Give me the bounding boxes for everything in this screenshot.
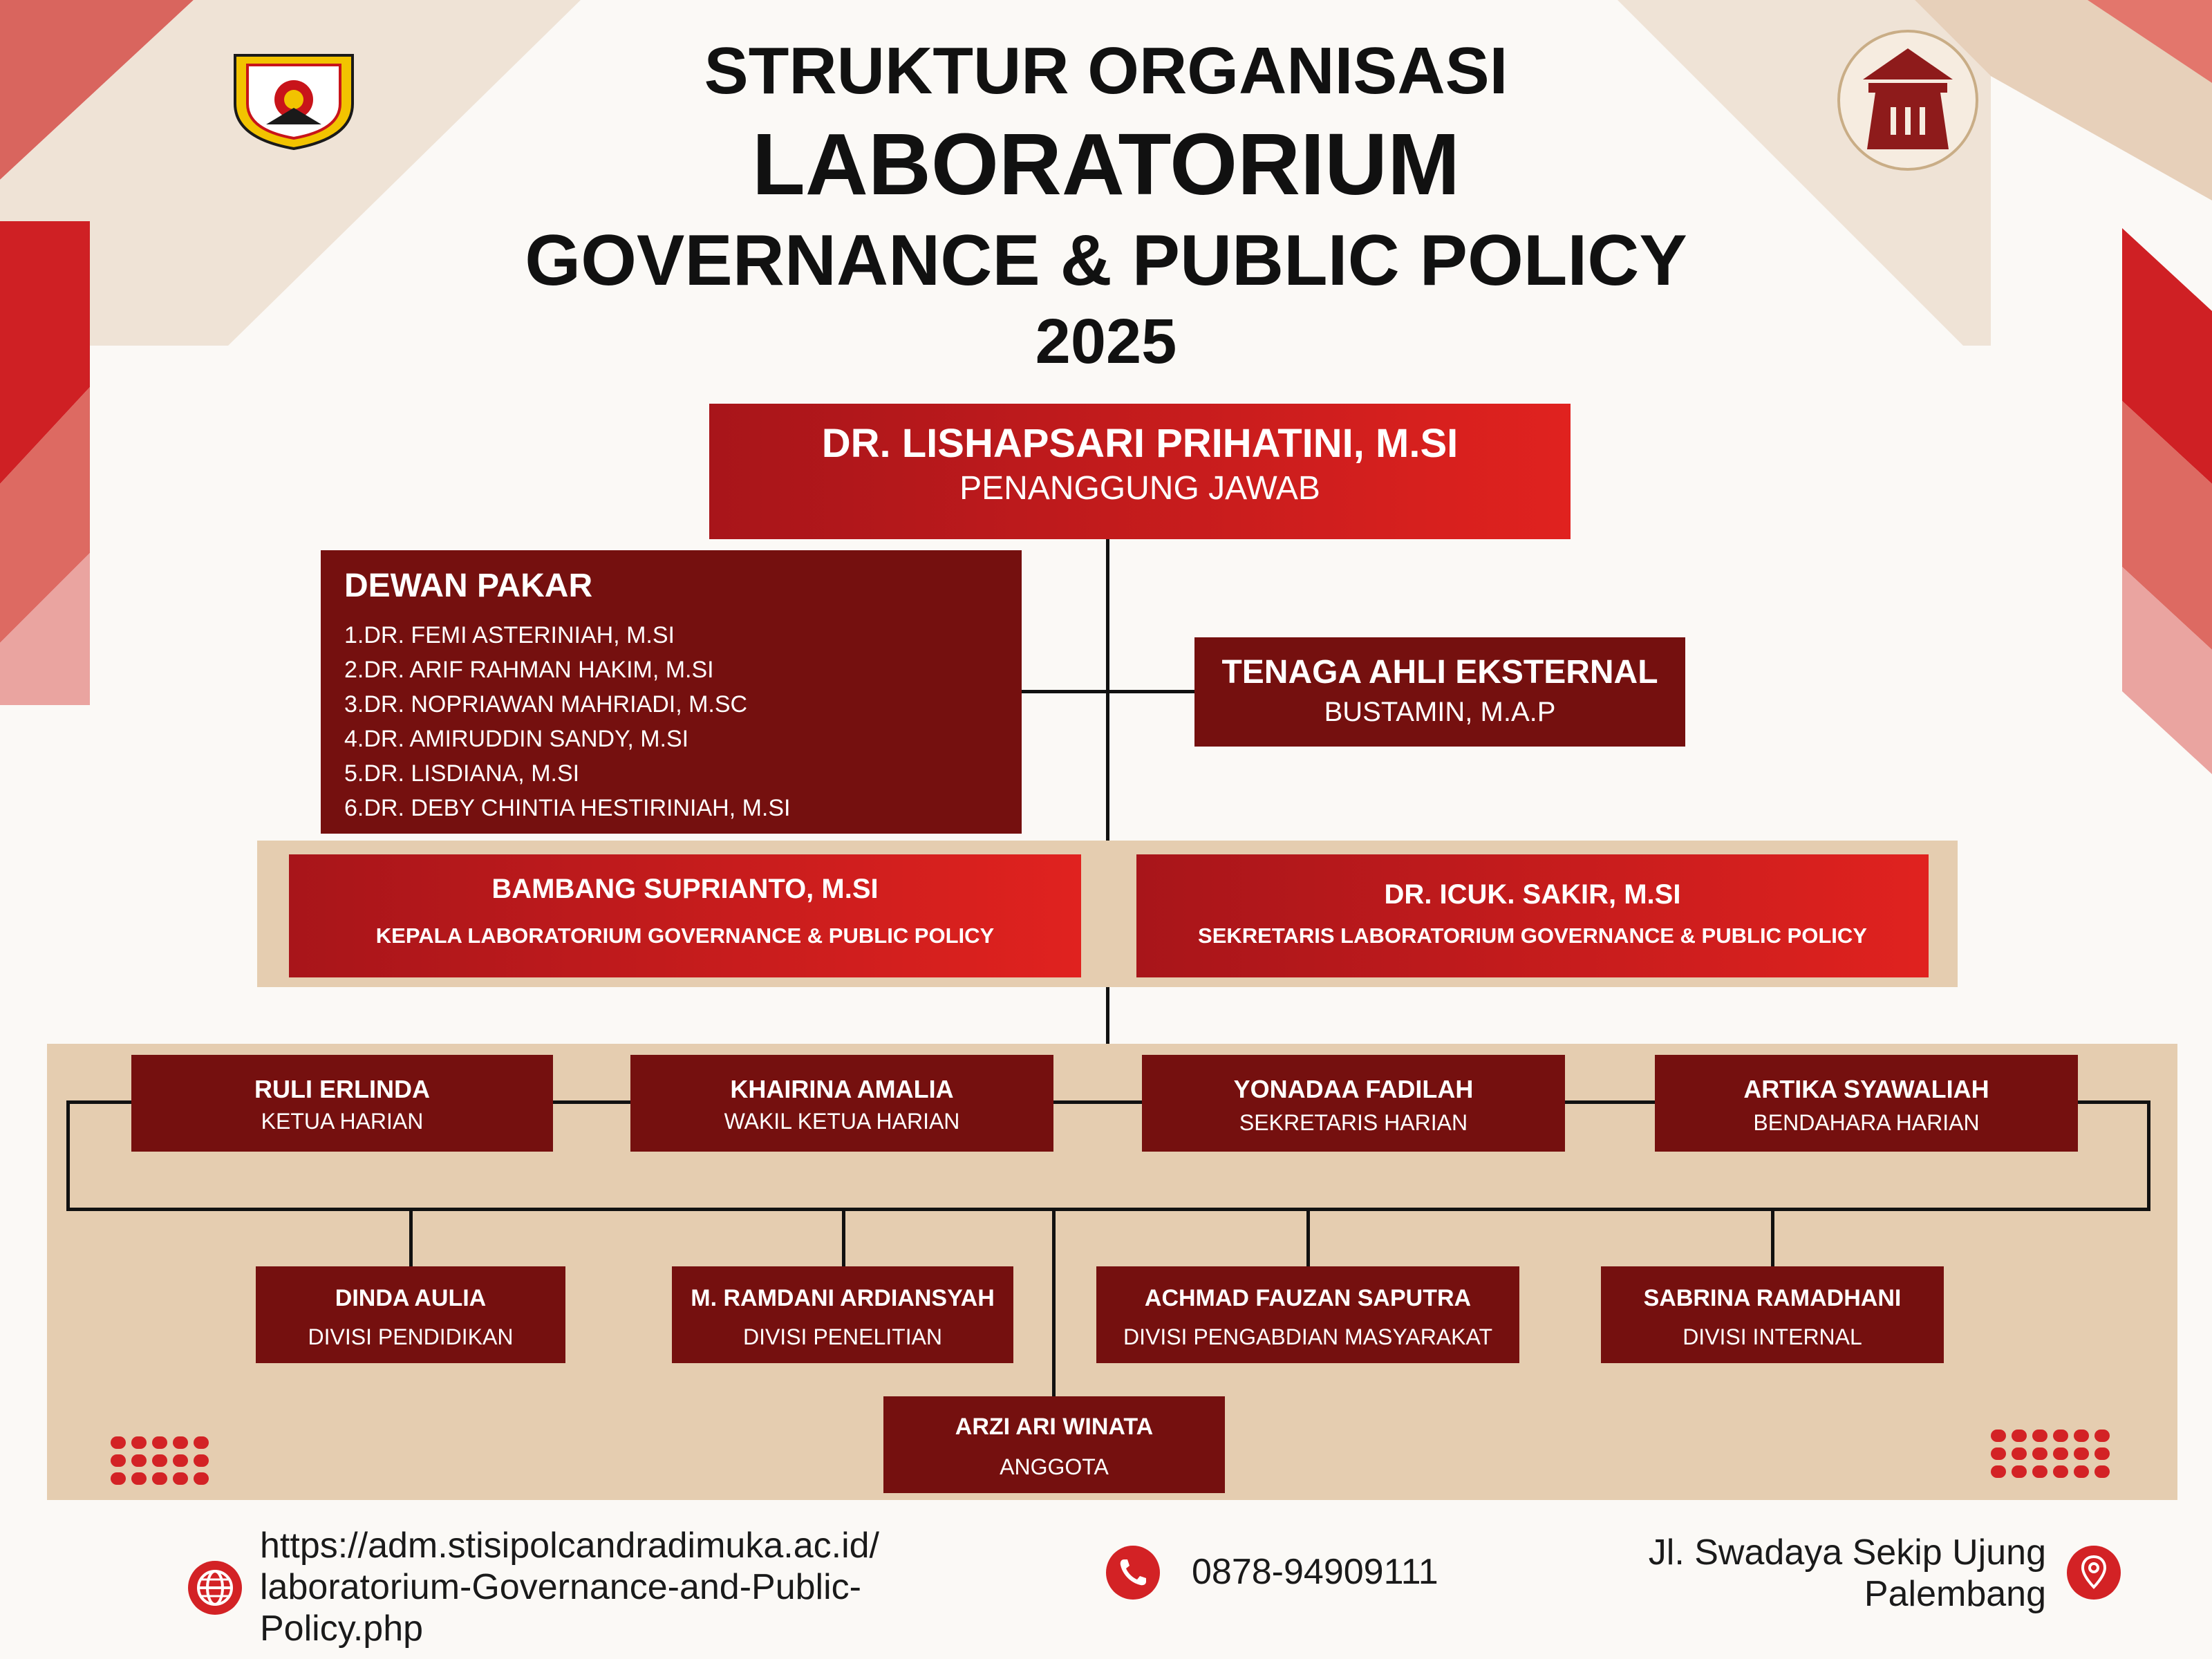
anggota-name: ARZI ARI WINATA [955,1414,1154,1440]
website-line: laboratorium-Governance-and-Public- [260,1567,861,1607]
address-line: Jl. Swadaya Sekip Ujung [1648,1533,2046,1573]
sekretaris-name: DR. ICUK. SAKIR, M.SI [1384,879,1681,910]
website-line: https://adm.stisipolcandradimuka.ac.id/ [260,1526,879,1566]
head-name: DR. LISHAPSARI PRIHATINI, M.SI [821,421,1459,466]
harian-card-ketua [131,1055,553,1152]
tenaga-ahli-name: BUSTAMIN, M.A.P [1324,697,1556,727]
connector-harian-left [66,1100,133,1104]
harian-role: KETUA HARIAN [261,1109,424,1134]
divisi-card-internal [1601,1266,1944,1363]
sekretaris-box [1136,854,1929,977]
harian-name: KHAIRINA AMALIA [730,1075,954,1103]
divisi-role: DIVISI INTERNAL [1683,1324,1862,1349]
footer-address [1590,1532,2046,1615]
divisi-name: SABRINA RAMADHANI [1643,1285,1902,1311]
divisi-name: ACHMAD FAUZAN SAPUTRA [1144,1285,1472,1311]
connector-harian-right [2077,1100,2150,1104]
anggota-card [883,1396,1225,1493]
dewan-pakar-member: 5.DR. LISDIANA, M.SI [344,760,580,787]
title-year: 2025 [1035,306,1177,377]
dewan-pakar-member: 1.DR. FEMI ASTERINIAH, M.SI [344,622,675,648]
title-line-1: STRUKTUR ORGANISASI [704,34,1508,108]
divisi-name: DINDA AULIA [335,1285,487,1311]
harian-card-sekretaris [1142,1055,1565,1152]
sekretaris-role: SEKRETARIS LABORATORIUM GOVERNANCE & PUBLIC POLICY [1198,924,1867,948]
harian-role: WAKIL KETUA HARIAN [724,1109,960,1134]
harian-role: BENDAHARA HARIAN [1753,1110,1980,1135]
harian-card-bendahara [1655,1055,2078,1152]
connector-harian-2-3 [1052,1100,1142,1104]
connector-harian-1-2 [553,1100,632,1104]
harian-name: YONADAA FADILAH [1233,1075,1474,1103]
globe-icon [188,1561,242,1615]
connector-right-edge [2147,1100,2150,1211]
tenaga-ahli-box [1194,637,1685,747]
title-line-3: GOVERNANCE & PUBLIC POLICY [525,221,1687,301]
anggota-role: ANGGOTA [1000,1454,1109,1479]
footer-phone[interactable]: 0878-94909111 [1192,1552,1438,1592]
harian-role: SEKRETARIS HARIAN [1239,1110,1468,1135]
connector-div-4 [1771,1210,1774,1268]
connector-div-2 [842,1210,845,1268]
location-pin-icon [2067,1546,2121,1600]
connector-division-bus [66,1208,2150,1211]
phone-icon [1106,1546,1160,1600]
connector-div-1 [409,1210,413,1268]
connector-leadership-staff [1106,987,1109,1044]
connector-div-3 [1306,1210,1310,1268]
connector-left-edge [66,1100,70,1211]
dewan-pakar-member: 4.DR. AMIRUDDIN SANDY, M.SI [344,726,689,752]
connector-advisors-horizontal [1022,690,1194,693]
dewan-pakar-list [344,618,1022,825]
divisi-card-penelitian [672,1266,1013,1363]
divisi-card-pengabdian [1096,1266,1519,1363]
kepala-role: KEPALA LABORATORIUM GOVERNANCE & PUBLIC POLICY [375,924,995,948]
dot-pattern-right [1984,1424,2136,1493]
tenaga-ahli-title: TENAGA AHLI EKSTERNAL [1221,654,1658,691]
connector-harian-3-4 [1564,1100,1656,1104]
dot-pattern-left [104,1431,228,1493]
title-line-2: LABORATORIUM [751,115,1461,213]
connector-anggota [1052,1210,1056,1398]
divisi-name: M. RAMDANI ARDIANSYAH [691,1285,995,1311]
divisi-role: DIVISI PENELITIAN [742,1324,943,1349]
address-line: Palembang [1864,1574,2046,1614]
harian-card-wakil [630,1055,1053,1152]
dewan-pakar-title: DEWAN PAKAR [344,568,593,604]
dewan-pakar-member: 6.DR. DEBY CHINTIA HESTIRINIAH, M.SI [344,795,791,821]
divisi-role: DIVISI PENDIDIKAN [308,1324,514,1349]
harian-name: RULI ERLINDA [254,1075,430,1103]
dewan-pakar-box [321,550,1022,834]
website-line: Policy.php [260,1609,424,1649]
head-box [709,404,1571,539]
divisi-role: DIVISI PENGABDIAN MASYARAKAT [1123,1324,1493,1349]
kepala-name: BAMBANG SUPRIANTO, M.SI [491,874,879,904]
harian-name: ARTIKA SYAWALIAH [1743,1075,1989,1103]
divisi-card-pendidikan [256,1266,565,1363]
footer-website[interactable] [260,1525,879,1649]
head-role: PENANGGUNG JAWAB [959,470,1320,507]
kepala-box [289,854,1081,977]
dewan-pakar-member: 3.DR. NOPRIAWAN MAHRIADI, M.SC [344,691,748,718]
dewan-pakar-member: 2.DR. ARIF RAHMAN HAKIM, M.SI [344,657,714,683]
